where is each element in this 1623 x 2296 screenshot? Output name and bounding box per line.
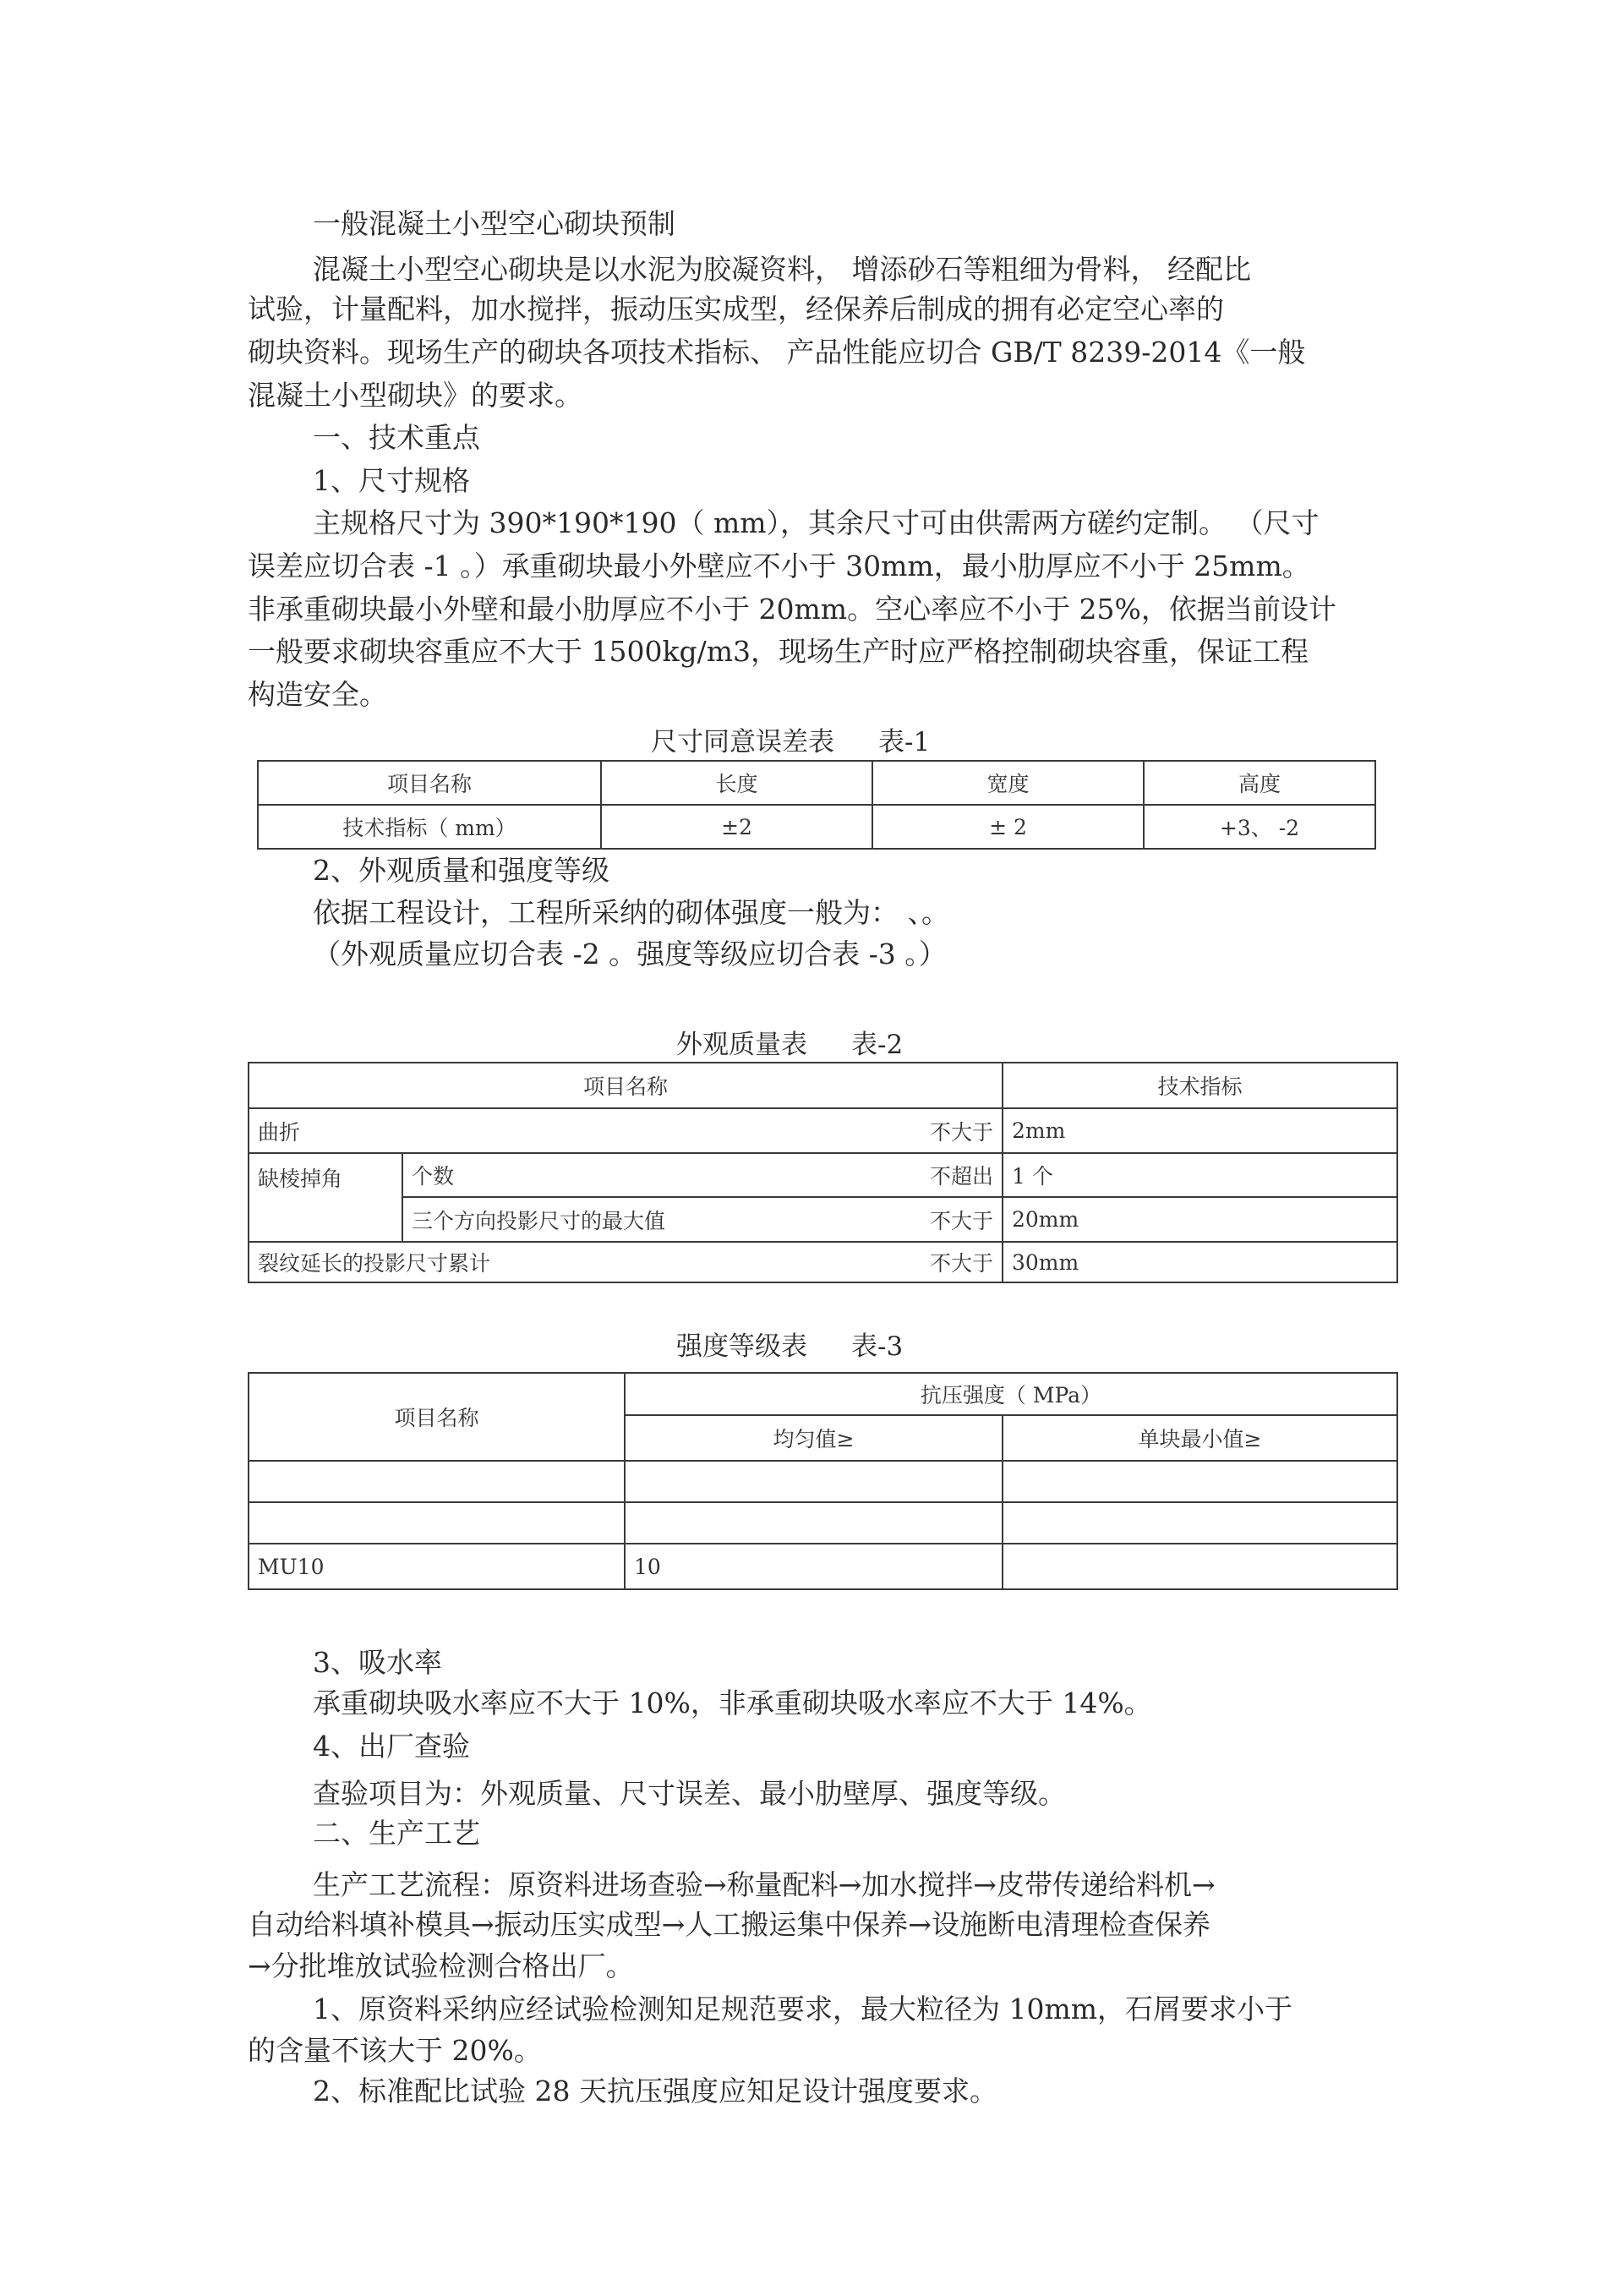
table-cell: +3、 -2	[1144, 805, 1375, 849]
table-cell	[1003, 1461, 1397, 1502]
table-header-cell: 项目名称	[249, 1373, 625, 1461]
table-cell-value: 30mm	[1003, 1242, 1397, 1282]
paragraph-line: 的含量不该大于 20%。	[248, 2034, 542, 2067]
subsection-heading: 1、尺寸规格	[313, 464, 470, 497]
table-cell	[249, 1461, 625, 1502]
subsection-heading: 2、外观质量和强度等级	[313, 854, 609, 887]
table3-title: 强度等级表	[676, 1331, 807, 1362]
table-cell	[625, 1461, 1003, 1502]
table-cell	[249, 1502, 625, 1544]
table-header-row	[249, 1373, 1397, 1415]
table1-number: 表-1	[878, 727, 931, 757]
table-cell: ±2	[601, 805, 872, 849]
paragraph-line: 依据工程设计，工程所采纳的砌体强度一般为： 、。	[313, 896, 949, 929]
section-heading: 一、技术重点	[313, 421, 480, 454]
table-cell: 裂纹延长的投影尺寸累计	[249, 1242, 859, 1282]
table2-number: 表-2	[851, 1030, 904, 1060]
table3-number: 表-3	[851, 1331, 904, 1362]
table-header-cell: 抗压强度（ MPa）	[625, 1373, 1397, 1415]
paragraph-line: 2、标准配比试验 28 天抗压强度应知足设计强度要求。	[313, 2075, 997, 2107]
subsection-heading: 3、吸水率	[313, 1646, 442, 1679]
paragraph-line: 自动给料填补模具→振动压实成型→人工搬运集中保养→设施断电清理检查保养	[248, 1908, 1210, 1941]
intro-line: 混凝土小型空心砌块是以水泥为胶凝资料， 增添砂石等粗细为骨料， 经配比	[313, 253, 1251, 286]
table-header-cell: 项目名称	[249, 1063, 1003, 1108]
table-cell: ± 2	[872, 805, 1144, 849]
table-row	[258, 805, 1375, 849]
document-title: 一般混凝土小型空心砌块预制	[313, 207, 675, 240]
table-row	[249, 1461, 1397, 1502]
table-cell	[625, 1502, 1003, 1544]
section-heading: 二、生产工艺	[313, 1817, 480, 1850]
table-cell: MU10	[249, 1544, 625, 1589]
table-header-cell: 长度	[601, 761, 872, 805]
table-cell-value: 1 个	[1003, 1153, 1397, 1197]
table-cell-condition: 不大于	[859, 1108, 1003, 1153]
table-cell: 个数	[402, 1153, 859, 1197]
table1-title: 尺寸同意误差表	[651, 727, 834, 757]
table-cell-condition: 不大于	[859, 1242, 1003, 1282]
table-cell-condition: 不大于	[859, 1197, 1003, 1242]
table-header-row	[258, 761, 1375, 805]
table-cell: 三个方向投影尺寸的最大值	[402, 1197, 859, 1242]
intro-line: 试验，计量配料，加水搅拌，振动压实成型，经保养后制成的拥有必定空心率的	[248, 292, 1224, 325]
table-header-cell: 宽度	[872, 761, 1144, 805]
table-row	[249, 1502, 1397, 1544]
paragraph-line: 非承重砌块最小外壁和最小肋厚应不小于 20mm。空心率应不小于 25%，依据当前设计	[248, 593, 1336, 626]
paragraph-line: 承重砌块吸水率应不大于 10%，非承重砌块吸水率应不大于 14%。	[313, 1686, 1152, 1719]
table-cell	[1003, 1544, 1397, 1589]
paragraph-line: 一般要求砌块容重应不大于 1500kg/m3，现场生产时应严格控制砌块容重，保证工程	[248, 635, 1309, 668]
table-cell-value: 2mm	[1003, 1108, 1397, 1153]
table-cell: 曲折	[249, 1108, 859, 1153]
table2-title: 外观质量表	[676, 1030, 807, 1060]
table1-size-tolerance	[257, 760, 1376, 850]
table-header-cell: 单块最小值≥	[1003, 1415, 1397, 1461]
paragraph-line: 误差应切合表 -1 。）承重砌块最小外壁应不小于 30mm，最小肋厚应不小于 25mm。	[248, 549, 1310, 582]
table-header-cell: 均匀值≥	[625, 1415, 1003, 1461]
table-row	[249, 1108, 1397, 1153]
table-row	[249, 1153, 1397, 1197]
table-cell: 缺棱掉角	[249, 1153, 402, 1242]
table-header-row	[249, 1063, 1397, 1108]
table-cell-condition: 不超出	[859, 1153, 1003, 1197]
table2-appearance-quality	[248, 1062, 1398, 1283]
table-cell	[1003, 1502, 1397, 1544]
table-cell-value: 20mm	[1003, 1197, 1397, 1242]
paragraph-line: 主规格尺寸为 390*190*190（ mm），其余尺寸可由供需两方磋约定制。 （尺寸	[313, 506, 1320, 539]
table-cell: 10	[625, 1544, 1003, 1589]
table3-caption	[676, 1330, 903, 1364]
table-header-cell: 高度	[1144, 761, 1375, 805]
table2-caption	[676, 1028, 903, 1062]
table-row	[249, 1242, 1397, 1282]
paragraph-line: 查验项目为：外观质量、尺寸误差、最小肋壁厚、强度等级。	[313, 1777, 1066, 1810]
subsection-heading: 4、出厂查验	[313, 1730, 470, 1763]
paragraph-line: （外观质量应切合表 -2 。强度等级应切合表 -3 。）	[313, 938, 947, 970]
table-row	[249, 1544, 1397, 1589]
table-header-cell: 项目名称	[258, 761, 601, 805]
table1-caption	[651, 725, 930, 759]
intro-line: 混凝土小型砌块》的要求。	[248, 379, 582, 412]
table-header-cell: 技术指标	[1003, 1063, 1397, 1108]
intro-line: 砌块资料。现场生产的砌块各项技术指标、 产品性能应切合 GB/T 8239-2014《一般	[248, 336, 1306, 369]
paragraph-line: 构造安全。	[248, 678, 387, 711]
paragraph-line: 1、原资料采纳应经试验检测知足规范要求，最大粒径为 10mm，石屑要求小于	[313, 1993, 1293, 2025]
table3-strength-grade	[248, 1372, 1398, 1590]
table-row	[249, 1197, 1397, 1242]
paragraph-line: 生产工艺流程：原资料进场查验→称量配料→加水搅拌→皮带传递给料机→	[313, 1868, 1216, 1901]
paragraph-line: →分批堆放试验检测合格出厂。	[248, 1949, 634, 1982]
table-cell: 技术指标（ mm）	[258, 805, 601, 849]
